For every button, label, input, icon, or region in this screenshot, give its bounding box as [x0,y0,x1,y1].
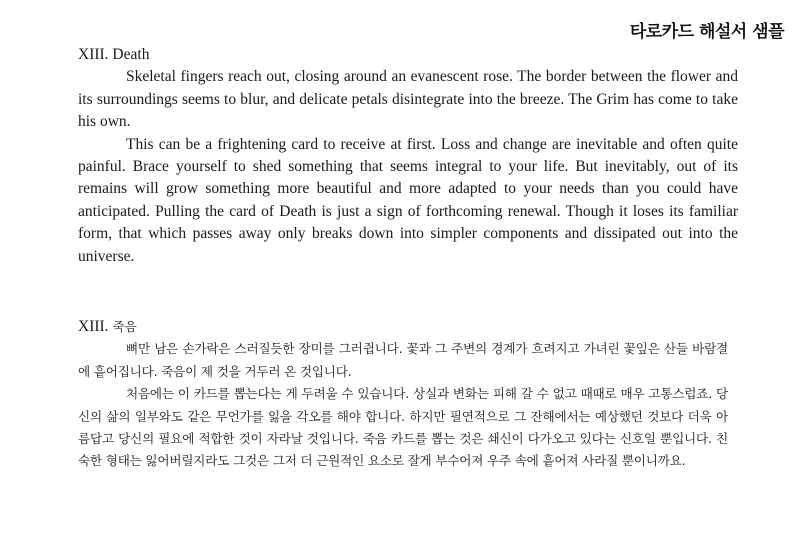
korean-paragraph-1: 뼈만 남은 손가락은 스러질듯한 장미를 그러쥡니다. 꽃과 그 주변의 경계가 흐려지고 가녀린 꽃잎은 산들 바람결에 흩어집니다. 죽음이 제 것을 거두러 온 것입니다. [78,341,728,379]
korean-heading-word: 죽음 [112,319,137,334]
english-section [78,44,738,268]
english-heading: XIII. Death [78,46,150,63]
english-paragraph-1: Skeletal fingers reach out, closing around an evanescent rose. The border between the flower and its surroundings seems to blur, and delicate petals disintegrate into the breeze. The Grim has come to take his own. [78,68,738,131]
korean-heading [78,316,728,338]
english-paragraph-2: This can be a frightening card to receive at first. Loss and change are inevitable and often quite painful. Brace yourself to shed something that seems integral to your life. But inevitably, out of its remains will grow something more beautiful and more adapted to your needs than you could have anticipated. Pulling the card of Death is just a sign of forthcoming renewal. Though it loses its familiar form, that which passes away only breaks down into simpler components and dissipated out into the universe. [78,135,738,265]
korean-paragraph-2: 처음에는 이 카드를 뽑는다는 게 두려울 수 있습니다. 상실과 변화는 피해 갈 수 없고 때때로 매우 고통스럽죠. 당신의 삶의 일부와도 같은 무언가를 잃을 각오를 해야 합니다. 하지만 필연적으로 그 잔해에서는 예상했던 것보다 더욱 아름답고 당신의 필요에 적합한 것이 자라날 것입니다. 죽음 카드를 뽑는 것은 쇄신이 다가오고 있다는 신호일 뿐입니다. 친숙한 형태는 잃어버릴지라도 그것은 그저 더 근원적인 요소로 잘게 부수어져 우주 속에 흩어져 사라질 뿐이니까요. [78,386,728,469]
korean-section [78,316,728,473]
document-title: 타로카드 해설서 샘플 [629,22,784,42]
korean-heading-number: XIII. [78,318,113,335]
